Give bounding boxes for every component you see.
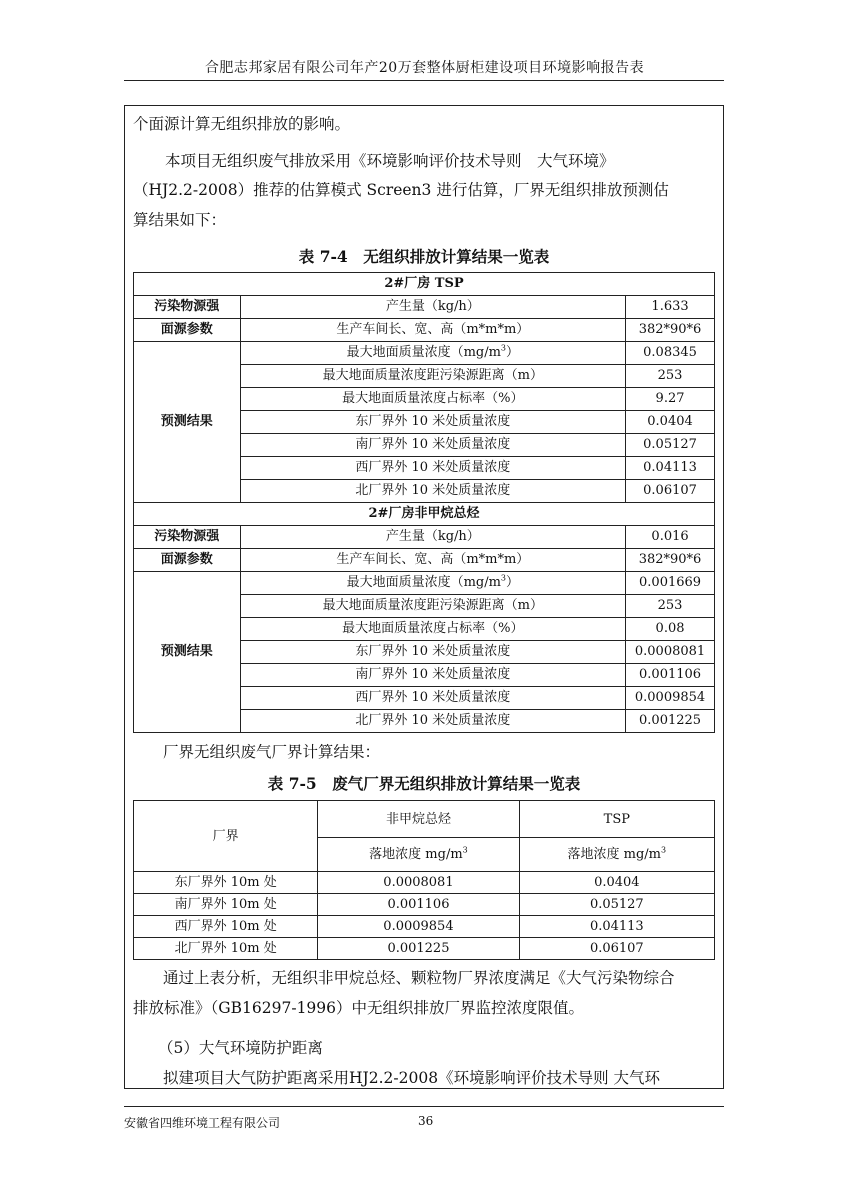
footer-rule xyxy=(124,1106,724,1107)
row-label: 污染物源强 xyxy=(134,296,241,319)
emission-results-table xyxy=(133,272,715,733)
row-value: 0.016 xyxy=(626,526,715,549)
row-item: 产生量（kg/h） xyxy=(240,296,626,319)
row-item: 生产车间长、宽、高（m*m*m） xyxy=(240,549,626,572)
row-item: 西厂界外 10 米处质量浓度 xyxy=(240,687,626,710)
row-value: 0.0008081 xyxy=(626,641,715,664)
table-caption: 表 7-4 无组织排放计算结果一览表 xyxy=(298,247,550,266)
row-label: 预测结果 xyxy=(134,572,241,733)
row-item: 最大地面质量浓度占标率（%） xyxy=(240,618,626,641)
boundary-cell: 北厂界外 10m 处 xyxy=(134,938,318,960)
row-item: 最大地面质量浓度占标率（%） xyxy=(240,388,626,411)
page-number: 36 xyxy=(418,1114,434,1128)
header-rule xyxy=(124,80,724,81)
row-value: 253 xyxy=(626,365,715,388)
row-label: 预测结果 xyxy=(134,342,241,503)
tsp-cell: 0.05127 xyxy=(519,894,714,916)
paragraph: 算结果如下： xyxy=(133,211,227,229)
paragraph: 拟建项目大气防护距离采用HJ2.2-2008《环境影响评价技术导则 大气环 xyxy=(163,1069,660,1087)
row-item: 最大地面质量浓度$(mg/m^3)$ xyxy=(240,572,626,595)
row-value: 382*90*6 xyxy=(626,319,715,342)
boundary-results-table xyxy=(133,800,715,960)
table-row xyxy=(134,938,715,960)
unit-header: 落地浓度 $mg/m^3$ xyxy=(519,838,714,872)
row-item: 南厂界外 10 米处质量浓度 xyxy=(240,664,626,687)
tsp-cell: 0.04113 xyxy=(519,916,714,938)
row-item: 东厂界外 10 米处质量浓度 xyxy=(240,641,626,664)
row-item: 西厂界外 10 米处质量浓度 xyxy=(240,457,626,480)
table-row xyxy=(134,894,715,916)
column-header: 厂界 xyxy=(134,801,318,872)
row-item: 最大地面质量浓度距污染源距离（m） xyxy=(240,365,626,388)
row-item: 北厂界外 10 米处质量浓度 xyxy=(240,710,626,733)
boundary-cell: 西厂界外 10m 处 xyxy=(134,916,318,938)
row-value: 0.06107 xyxy=(626,480,715,503)
section-title: 2#厂房 TSP xyxy=(134,273,715,296)
footer-company: 安徽省四维环境工程有限公司 xyxy=(124,1116,281,1130)
paragraph: 个面源计算无组织排放的影响。 xyxy=(133,115,351,133)
section-title: 2#厂房非甲烷总烃 xyxy=(134,503,715,526)
row-value: 0.001106 xyxy=(626,664,715,687)
row-value: 9.27 xyxy=(626,388,715,411)
row-value: 382*90*6 xyxy=(626,549,715,572)
paragraph: 本项目无组织废气排放采用《环境影响评价技术导则 大气环境》 xyxy=(165,152,615,170)
page-header-title: 合肥志邦家居有限公司年产20万套整体厨柜建设项目环境影响报告表 xyxy=(204,60,645,76)
boundary-cell: 东厂界外 10m 处 xyxy=(134,872,318,894)
row-item: 北厂界外 10 米处质量浓度 xyxy=(240,480,626,503)
row-value: 253 xyxy=(626,595,715,618)
table-caption: 表 7-5 废气厂界无组织排放计算结果一览表 xyxy=(267,774,581,793)
nmhc-cell: 0.001106 xyxy=(318,894,519,916)
nmhc-cell: 0.001225 xyxy=(318,938,519,960)
row-item: 南厂界外 10 米处质量浓度 xyxy=(240,434,626,457)
paragraph: 厂界无组织废气厂界计算结果： xyxy=(163,743,381,761)
row-item: 产生量（kg/h） xyxy=(240,526,626,549)
column-header: 非甲烷总烃 xyxy=(318,801,519,838)
tsp-cell: 0.06107 xyxy=(519,938,714,960)
row-item: 最大地面质量浓度$(mg/m^3)$ xyxy=(240,342,626,365)
paragraph: 排放标准》（GB16297-1996）中无组织排放厂界监控浓度限值。 xyxy=(133,999,585,1017)
tsp-cell: 0.0404 xyxy=(519,872,714,894)
row-label: 面源参数 xyxy=(134,549,241,572)
column-header: TSP xyxy=(519,801,714,838)
unit-header: 落地浓度 $mg/m^3$ xyxy=(318,838,519,872)
row-item: 最大地面质量浓度距污染源距离（m） xyxy=(240,595,626,618)
row-value: 0.08 xyxy=(626,618,715,641)
row-value: 0.001225 xyxy=(626,710,715,733)
row-value: 0.05127 xyxy=(626,434,715,457)
row-value: 1.633 xyxy=(626,296,715,319)
table-row xyxy=(134,872,715,894)
nmhc-cell: 0.0008081 xyxy=(318,872,519,894)
row-value: 0.001669 xyxy=(626,572,715,595)
paragraph: （HJ2.2-2008）推荐的估算模式 Screen3 进行估算，厂界无组织排放预测估 xyxy=(133,181,669,199)
row-item: 东厂界外 10 米处质量浓度 xyxy=(240,411,626,434)
row-value: 0.0404 xyxy=(626,411,715,434)
row-label: 污染物源强 xyxy=(134,526,241,549)
table-row xyxy=(134,916,715,938)
row-item: 生产车间长、宽、高（m*m*m） xyxy=(240,319,626,342)
row-value: 0.0009854 xyxy=(626,687,715,710)
paragraph: （5）大气环境防护距离 xyxy=(158,1039,323,1057)
row-label: 面源参数 xyxy=(134,319,241,342)
row-value: 0.08345 xyxy=(626,342,715,365)
nmhc-cell: 0.0009854 xyxy=(318,916,519,938)
row-value: 0.04113 xyxy=(626,457,715,480)
paragraph: 通过上表分析，无组织非甲烷总烃、颗粒物厂界浓度满足《大气污染物综合 xyxy=(163,969,675,987)
boundary-cell: 南厂界外 10m 处 xyxy=(134,894,318,916)
